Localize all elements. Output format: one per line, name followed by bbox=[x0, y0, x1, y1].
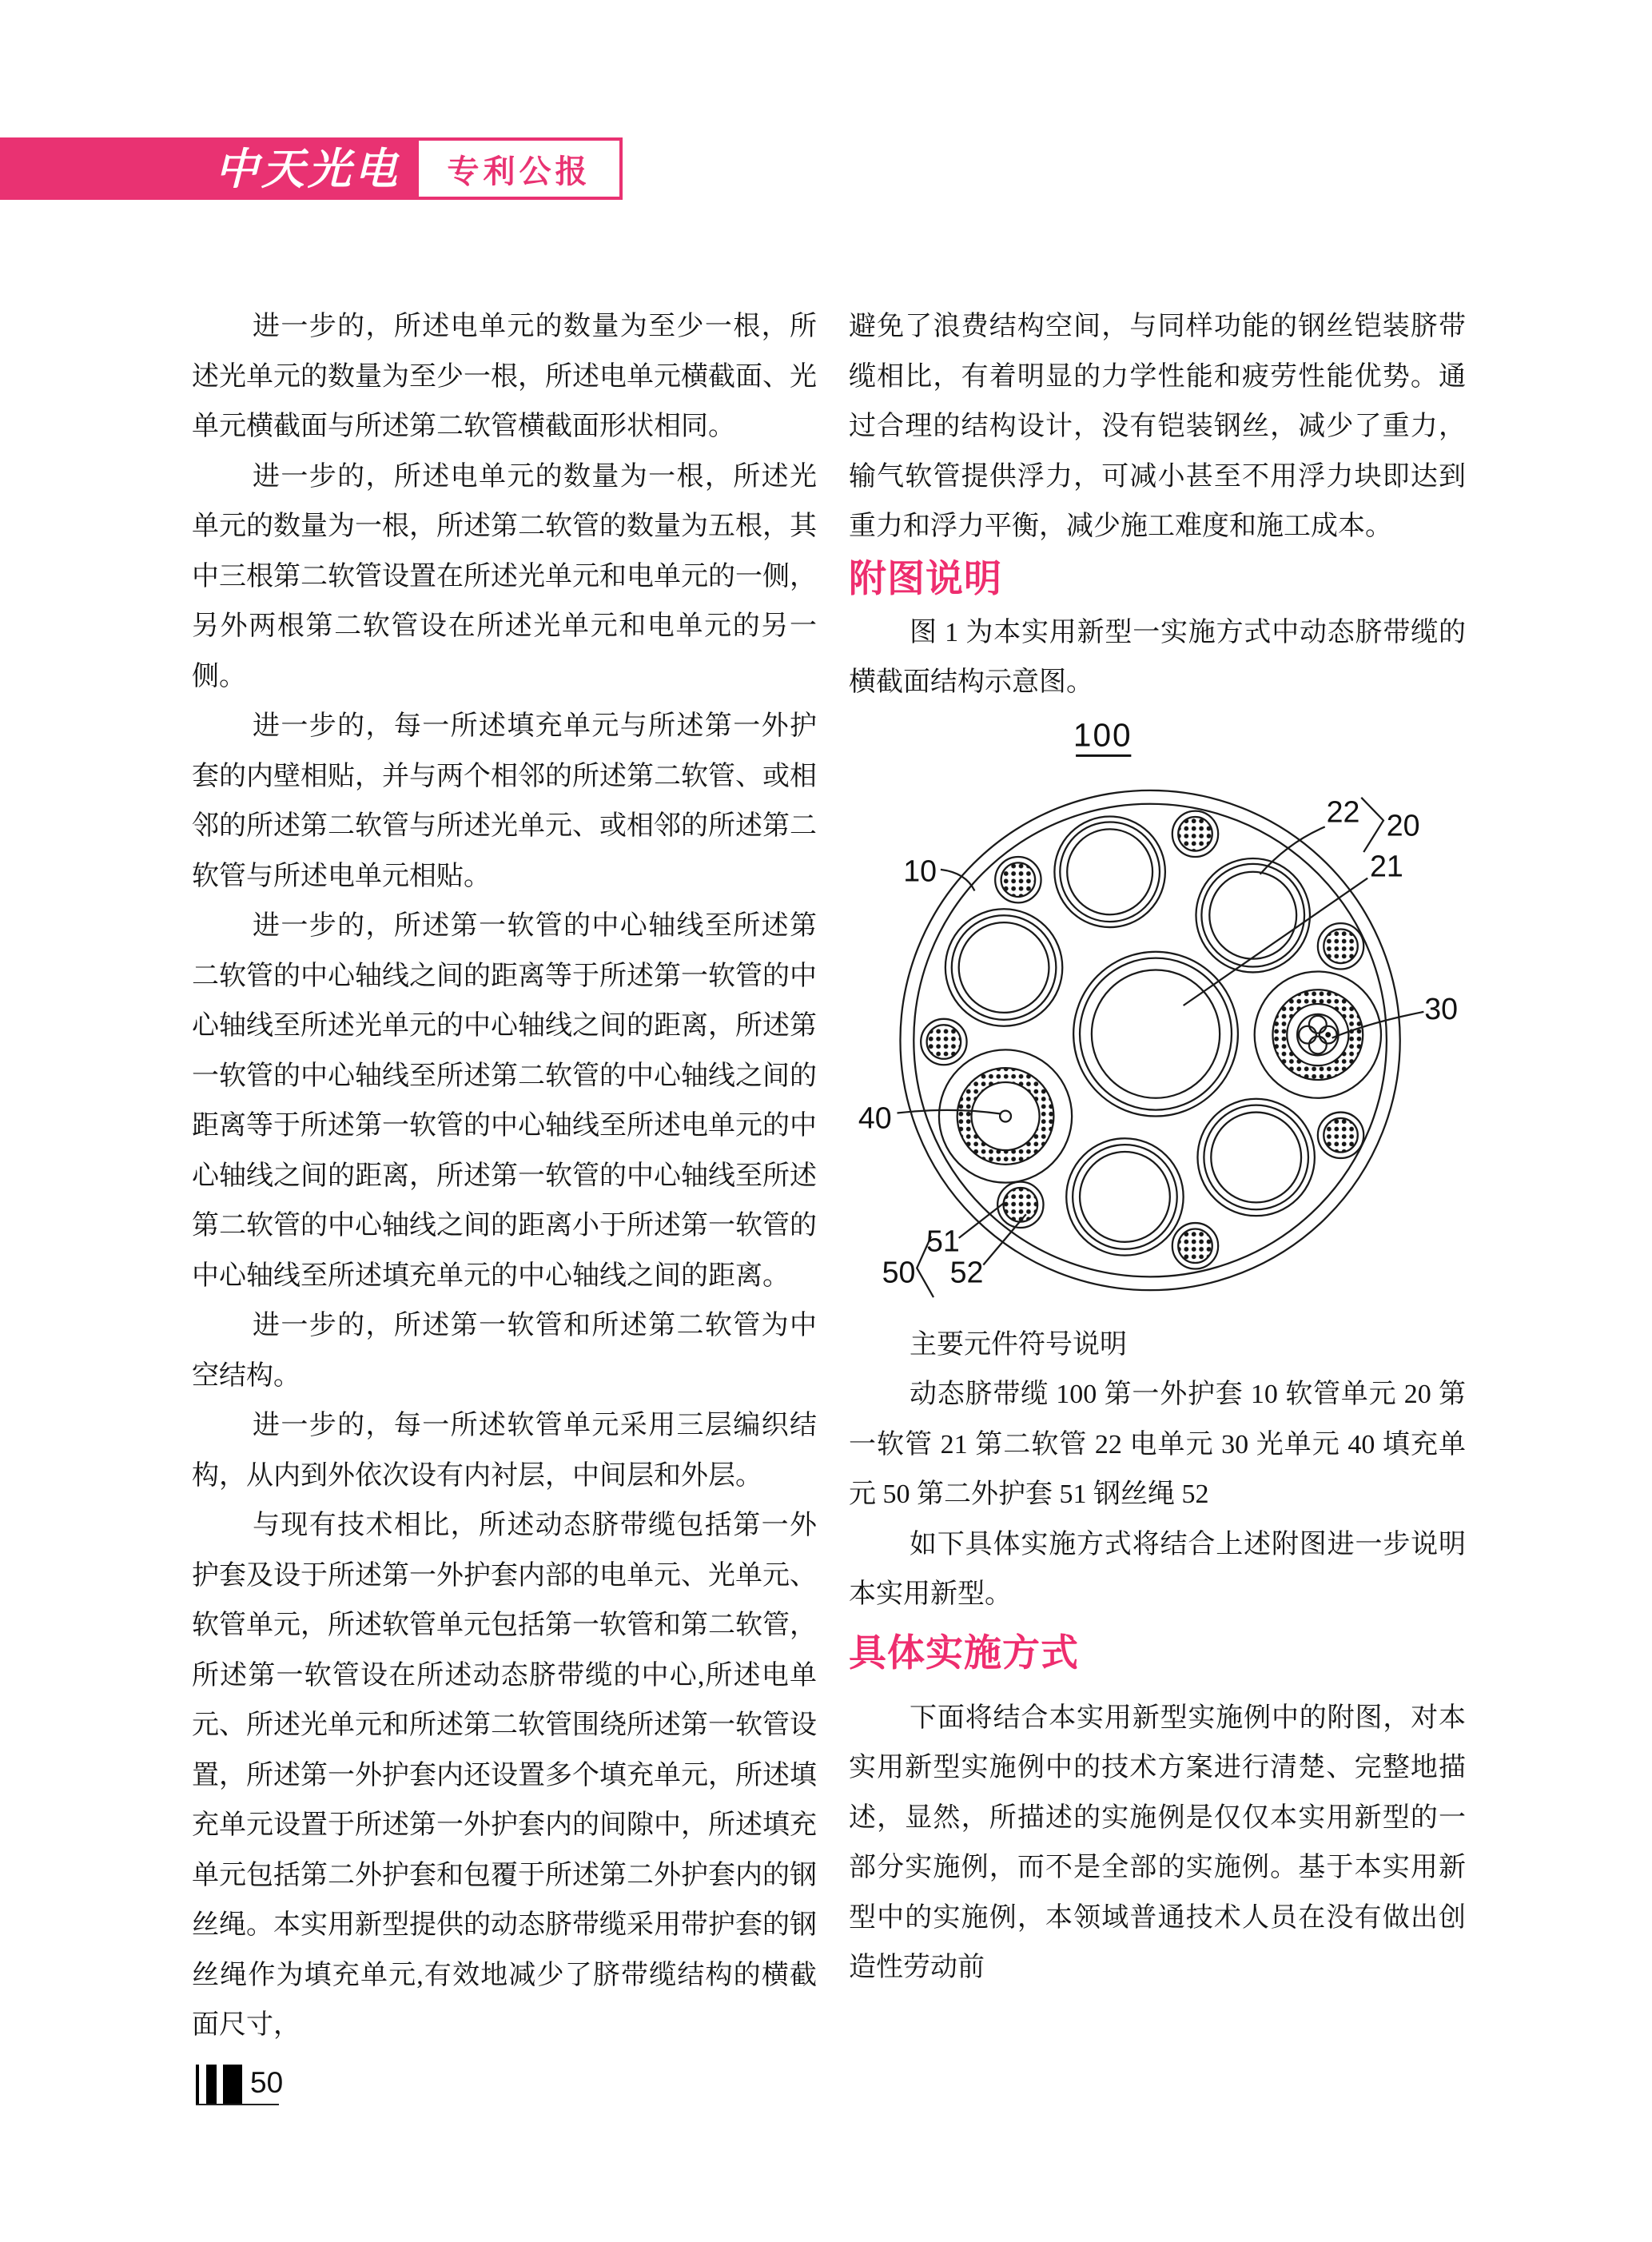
electrical-unit-30 bbox=[1255, 971, 1381, 1097]
patent-gazette-badge bbox=[416, 137, 623, 200]
paragraph: 进一步的，每一所述软管单元采用三层编织结构，从内到外依次设有内衬层，中间层和外层。 bbox=[192, 1411, 817, 1491]
paragraph: 与现有技术相比，所述动态脐带缆包括第一外护套及设于所述第一外护套内部的电单元、光单元、软管单元，所述软管单元包括第一软管和第二软管，所述第一软管设在所述动态脐带缆的中心,所述电单元、所述光单元和所述第二软管围绕所述第一软管设置，所述第一外护套内还设置多个填充单元，所述填充单元设置于所述第一外护套内的间隙中，所述填充单元包括第二外护套和包覆于所述第二外护套内的钢丝绳。本实用新型提供的动态脐带缆采用带护套的钢丝绳作为填充单元,有效地减少了脐带缆结构的横截面尺寸， bbox=[192, 1511, 817, 2040]
paragraph: 进一步的，所述第一软管的中心轴线至所述第二软管的中心轴线之间的距离等于所述第一软管的中心轴线至所述光单元的中心轴线之间的距离，所述第一软管的中心轴线至所述第二软管的中心轴线之间的距离等于所述第一软管的中心轴线至所述电单元的中心轴线之间的距离，所述第一软管的中心轴线至所述第二软管的中心轴线之间的距离小于所述第一软管的中心轴线至所述填充单元的中心轴线之间的距离。 bbox=[192, 911, 817, 1291]
filler-unit-50 bbox=[1318, 923, 1363, 969]
paragraph: 进一步的，每一所述填充单元与所述第一外护套的内壁相贴，并与两个相邻的所述第二软管、或相邻的所述第二软管与所述光单元、或相邻的所述第二软管与所述电单元相贴。 bbox=[192, 711, 817, 891]
paragraph: 进一步的，所述第一软管和所述第二软管为中空结构。 bbox=[192, 1311, 817, 1391]
paragraph: 如下具体实施方式将结合上述附图进一步说明本实用新型。 bbox=[849, 1529, 1466, 1609]
optical-unit-40 bbox=[939, 1049, 1072, 1182]
callout-51: 51 bbox=[926, 1224, 960, 1258]
callout-21: 21 bbox=[1370, 849, 1403, 883]
left-column bbox=[192, 302, 817, 2051]
callout-22: 22 bbox=[1326, 794, 1360, 828]
second-hose-22 bbox=[1196, 858, 1309, 971]
callout-10: 10 bbox=[903, 854, 937, 888]
second-hose-22 bbox=[945, 909, 1062, 1025]
right-column bbox=[849, 302, 1466, 1993]
second-hose-22 bbox=[1066, 1138, 1183, 1255]
callout-52: 52 bbox=[949, 1254, 984, 1288]
cable-cross-section-drawing bbox=[849, 708, 1466, 1303]
filler-unit-50 bbox=[1172, 1223, 1218, 1268]
section-heading-embodiments: 具体实施方式 bbox=[849, 1632, 1079, 1675]
figure-number-label bbox=[1073, 716, 1133, 755]
callout-40: 40 bbox=[858, 1100, 892, 1134]
callout-30: 30 bbox=[1424, 991, 1459, 1025]
paragraph: 下面将结合本实用新型实施例中的附图，对本实用新型实施例中的技术方案进行清楚、完整地描述，显然，所描述的实施例是仅仅本实用新型的一部分实施例，而不是全部的实施例。基于本实用新型中的实施例，本领域普通技术人员在没有做出创造性劳动前 bbox=[849, 1702, 1466, 1982]
figure-number-text: 100 bbox=[1073, 715, 1133, 753]
first-hose-21 bbox=[1073, 951, 1238, 1116]
footer-bar-icon bbox=[223, 2065, 242, 2104]
callout-50: 50 bbox=[882, 1254, 916, 1288]
second-hose-22 bbox=[1197, 1098, 1314, 1215]
filler-unit-50 bbox=[1172, 810, 1218, 856]
footer-bar-icon bbox=[206, 2065, 217, 2104]
brand-logo: 中天光电 bbox=[215, 143, 400, 194]
paragraph: 进一步的，所述电单元的数量为一根，所述光单元的数量为一根，所述第二软管的数量为五根，其中三根第二软管设置在所述光单元和电单元的一侧，另外两根第二软管设在所述光单元和电单元的另一侧。 bbox=[192, 461, 817, 691]
filler-unit-50 bbox=[921, 1018, 966, 1064]
footer-rule bbox=[196, 2104, 279, 2105]
legend-title: 主要元件符号说明 bbox=[910, 1329, 1127, 1360]
patent-gazette-badge-label: 专利公报 bbox=[447, 153, 591, 189]
filler-unit-50 bbox=[1318, 1112, 1363, 1157]
filler-unit-50 bbox=[995, 857, 1041, 902]
figure-1-cable-cross-section bbox=[849, 708, 1466, 1303]
legend-body: 动态脐带缆 100 第一外护套 10 软管单元 20 第一软管 21 第二软管 22 电单元 30 光单元 40 填充单元 50 第二外护套 51 钢丝绳 52 bbox=[849, 1380, 1466, 1509]
figure-caption: 图 1 为本实用新型一实施方式中动态脐带缆的横截面结构示意图。 bbox=[849, 617, 1466, 697]
brace-20 bbox=[1361, 797, 1383, 851]
paragraph: 避免了浪费结构空间，与同样功能的钢丝铠装脐带缆相比，有着明显的力学性能和疲劳性能优势。通过合理的结构设计，没有铠装钢丝，减少了重力，输气软管提供浮力，可减小甚至不用浮力块即达到重力和浮力平衡，减少施工难度和施工成本。 bbox=[849, 312, 1466, 541]
second-hose-22 bbox=[1054, 816, 1165, 927]
footer-bar-icon bbox=[196, 2065, 199, 2104]
paragraph: 进一步的，所述电单元的数量为至少一根，所述光单元的数量为至少一根，所述电单元横截面、光单元横截面与所述第二软管横截面形状相同。 bbox=[192, 312, 817, 441]
page-number: 50 bbox=[250, 2066, 284, 2099]
section-heading-figures: 附图说明 bbox=[849, 558, 1002, 600]
callout-20: 20 bbox=[1386, 807, 1420, 842]
